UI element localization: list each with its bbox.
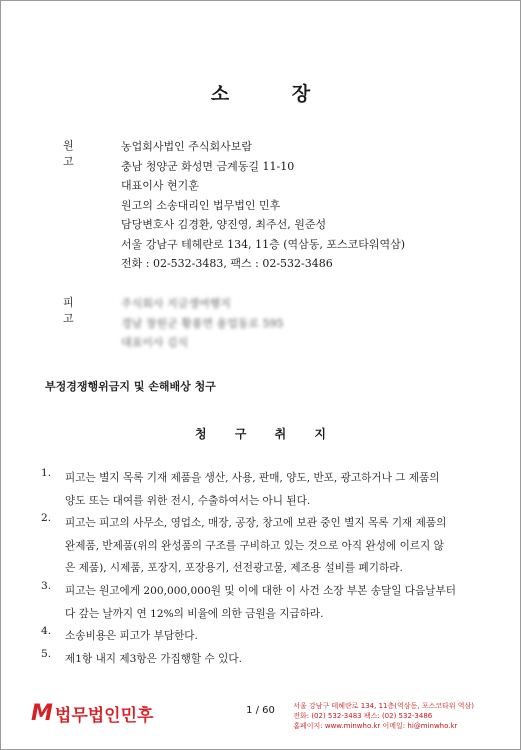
claim-line: 피고는 원고에게 200,000,000원 및 이에 대한 이 사건 소장 부본 송달일 다음날부터 — [65, 584, 456, 597]
counsel-contact: 전화 : 02-532-3483, 팩스 : 02-532-3486 — [121, 257, 333, 270]
defendant-name: 주식회사 지글생여행지 — [121, 297, 231, 310]
defendant-representative: 대표이사 김식 — [121, 336, 189, 349]
claim-line: 소송비용은 피고가 부담한다. — [65, 630, 198, 643]
claim-line: 피고는 별지 목록 기재 제품을 생산, 사용, 판매, 양도, 반포, 광고하거나 그 제품의 — [65, 472, 440, 484]
claim-line: 완제품, 반제품(위의 완성품의 구조를 구비하고 있는 것으로 아직 완성에 이르지 않 — [65, 539, 444, 552]
plaintiff-attorneys: 담당변호사 김경환, 양진영, 최주선, 원준성 — [121, 218, 327, 231]
claim-number: 1. — [41, 467, 52, 479]
claim-item — [41, 625, 481, 648]
firm-contact — [293, 701, 474, 731]
claim-number: 5. — [41, 647, 52, 660]
logo-text: 법무법인민후 — [54, 706, 154, 726]
claim-number: 2. — [41, 512, 52, 525]
plaintiff-representative: 대표이사 현기훈 — [121, 179, 199, 192]
claim-item — [41, 580, 481, 625]
plaintiff-address: 충남 청양군 화성면 금계동길 11-10 — [121, 159, 295, 173]
claim-number: 4. — [41, 625, 52, 638]
claim-line: 피고는 피고의 사무소, 영업소, 매장, 공장, 창고에 보관 중인 별지 목록 기재 제품의 — [65, 517, 447, 530]
claim-line: 제1항 내지 제3항은 가집행할 수 있다. — [65, 652, 242, 665]
defendant-label: 피 고 — [63, 296, 92, 325]
document-title: 소 장 — [210, 83, 339, 105]
firm-web-email: 홈페이지: www.minwho.kr 이메일: hi@minwho.kr — [293, 722, 458, 730]
page-number: 1 / 60 — [246, 705, 275, 716]
firm-phone-fax: 전화: (02) 532-3483 팩스: (02) 532-3486 — [293, 712, 433, 720]
case-name: 부정경쟁행위금지 및 손해배상 청구 — [45, 380, 216, 393]
plaintiff-counsel: 원고의 소송대리인 법무법인 민후 — [121, 198, 281, 212]
claim-line: 다 갚는 날까지 연 12%의 비율에 의한 금원을 지급하라. — [65, 607, 324, 620]
logo-mark: M — [31, 701, 53, 726]
section-title: 청 구 취 지 — [195, 427, 338, 441]
claims-list — [41, 467, 481, 670]
claim-line: 은 제품), 시제품, 포장지, 포장용기, 선전광고물, 제조용 설비를 폐기하라. — [65, 562, 403, 575]
claim-line: 양도 또는 대여를 위한 전시, 수출하여서는 아니 된다. — [65, 494, 311, 507]
defendant-redacted — [121, 294, 481, 353]
plaintiff-label: 원 고 — [63, 139, 92, 168]
claim-item — [41, 512, 481, 580]
plaintiff-name: 농업회사법인 주식회사보람 — [121, 140, 253, 153]
defendant-address: 경남 창원군 황룡면 용업동로 595 — [121, 316, 284, 330]
claim-item — [41, 467, 481, 512]
firm-address: 서울 강남구 테헤란로 134, 11층(역삼동, 포스코타워 역삼) — [293, 702, 474, 710]
counsel-address: 서울 강남구 테헤란로 134, 11층 (역삼동, 포스코타워역삼) — [121, 237, 406, 251]
claim-number: 3. — [41, 579, 52, 592]
claim-item — [41, 648, 481, 671]
